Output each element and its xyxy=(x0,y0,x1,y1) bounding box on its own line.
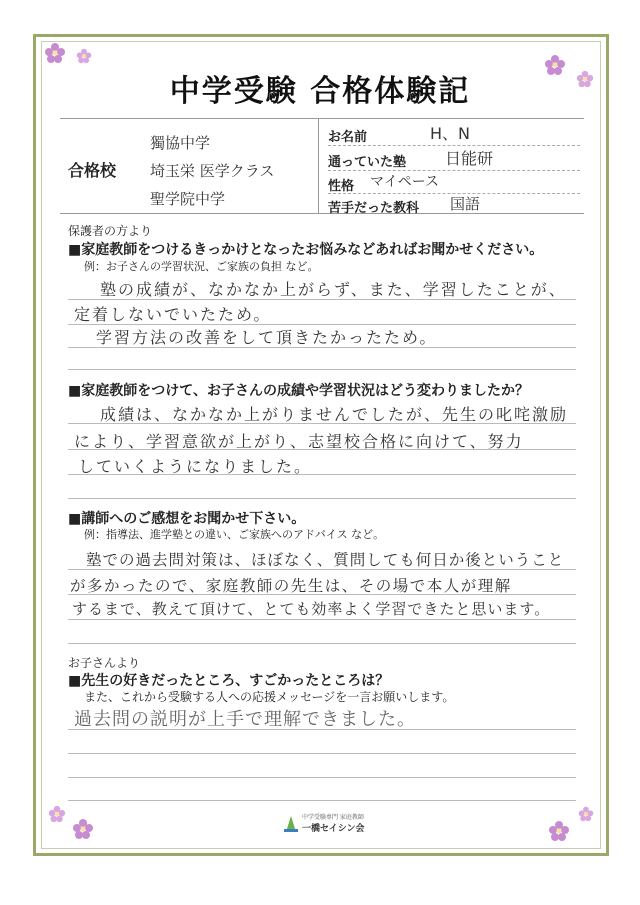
flower-icon xyxy=(44,42,66,64)
page-title: 中学受験 合格体験記 xyxy=(169,74,471,109)
question-1-example: 例：お子さんの学習状況、ご家族の負担 など。 xyxy=(84,260,319,273)
answer-rule xyxy=(68,299,576,300)
question-1: ■家庭教師をつけるきっかけとなったお悩みなどあればお聞かせください。 xyxy=(68,242,544,258)
flower-icon xyxy=(48,805,66,823)
divider xyxy=(318,118,319,213)
answer-rule xyxy=(68,369,576,370)
answer-rule xyxy=(68,753,576,754)
school-entry: 埼玉栄 医学クラス xyxy=(150,162,275,180)
flower-icon xyxy=(578,806,594,822)
personality-label: 性格 xyxy=(328,179,355,194)
logo-tagline: 中学受験専門 家庭教師 xyxy=(302,814,364,821)
name-label: お名前 xyxy=(328,130,368,145)
cram-school-label: 通っていた塾 xyxy=(328,155,407,170)
logo-name: 一橋セイシン会 xyxy=(302,824,365,834)
answer-line: により、学習意欲が上がり、志望校合格に向けて、努力 xyxy=(74,432,524,451)
answer-rule xyxy=(68,800,576,801)
answer-line: が多かったので、家庭教師の先生は、その場で本人が理解 xyxy=(70,577,512,595)
school-entry: 聖学院中学 xyxy=(150,190,226,208)
name-value: H、N xyxy=(430,124,471,143)
personality-value: マイペース xyxy=(370,174,440,190)
answer-line: 成績は、なかなか上がりませんでしたが、先生の叱咤激励 xyxy=(100,405,569,424)
question-3-example: 例：指導法、進学塾との違い、ご家族へのアドバイス など。 xyxy=(84,528,385,541)
divider xyxy=(60,118,584,119)
school-label: 合格校 xyxy=(68,161,117,180)
child-answer-line: 過去問の説明が上手で理解できました。 xyxy=(74,709,416,730)
answer-rule xyxy=(68,423,576,424)
answer-rule xyxy=(68,569,576,570)
answer-rule xyxy=(68,777,576,778)
answer-line: 定着しないでいたため。 xyxy=(74,305,272,324)
flower-icon xyxy=(548,820,570,842)
weak-subject-value: 国語 xyxy=(450,195,481,213)
flower-icon xyxy=(72,818,94,840)
answer-rule xyxy=(68,729,576,730)
divider xyxy=(60,213,584,214)
question-3: ■講師へのご感想をお聞かせ下さい。 xyxy=(68,511,306,527)
answer-rule xyxy=(68,594,576,595)
answer-rule xyxy=(68,347,576,348)
child-question: ■先生の好きだったところ、すごかったところは？ xyxy=(68,673,390,689)
answer-line: するまで、教えて頂けて、とても効率よく学習できたと思います。 xyxy=(72,600,551,618)
answer-rule xyxy=(68,474,576,475)
answer-rule xyxy=(68,619,576,620)
question-2: ■家庭教師をつけて、お子さんの成績や学習状況はどう変わりましたか？ xyxy=(68,383,529,399)
logo-mark-icon xyxy=(284,814,298,832)
answer-line: 学習方法の改善をして頂きたかったため。 xyxy=(96,328,438,347)
answer-rule xyxy=(68,498,576,499)
child-question-sub: また、これから受験する人への応援メッセージを一言お願いします。 xyxy=(84,690,455,704)
cram-school-value: 日能研 xyxy=(445,149,494,168)
answer-rule xyxy=(68,449,576,450)
flower-icon xyxy=(76,48,92,64)
answer-line: していくようになりました。 xyxy=(78,457,313,476)
parent-section-header: 保護者の方より xyxy=(68,224,153,238)
child-section-header: お子さんより xyxy=(68,656,141,670)
answer-rule xyxy=(68,643,576,644)
divider xyxy=(328,170,580,171)
weak-subject-label: 苦手だった教科 xyxy=(328,201,420,216)
answer-line: 塾の成績が、なかなか上がらず、また、学習したことが、 xyxy=(100,280,567,299)
school-entry: 獨協中学 xyxy=(150,134,211,152)
answer-line: 塾での過去問対策は、ほぼなく、質問しても何日か後ということ xyxy=(86,551,565,569)
